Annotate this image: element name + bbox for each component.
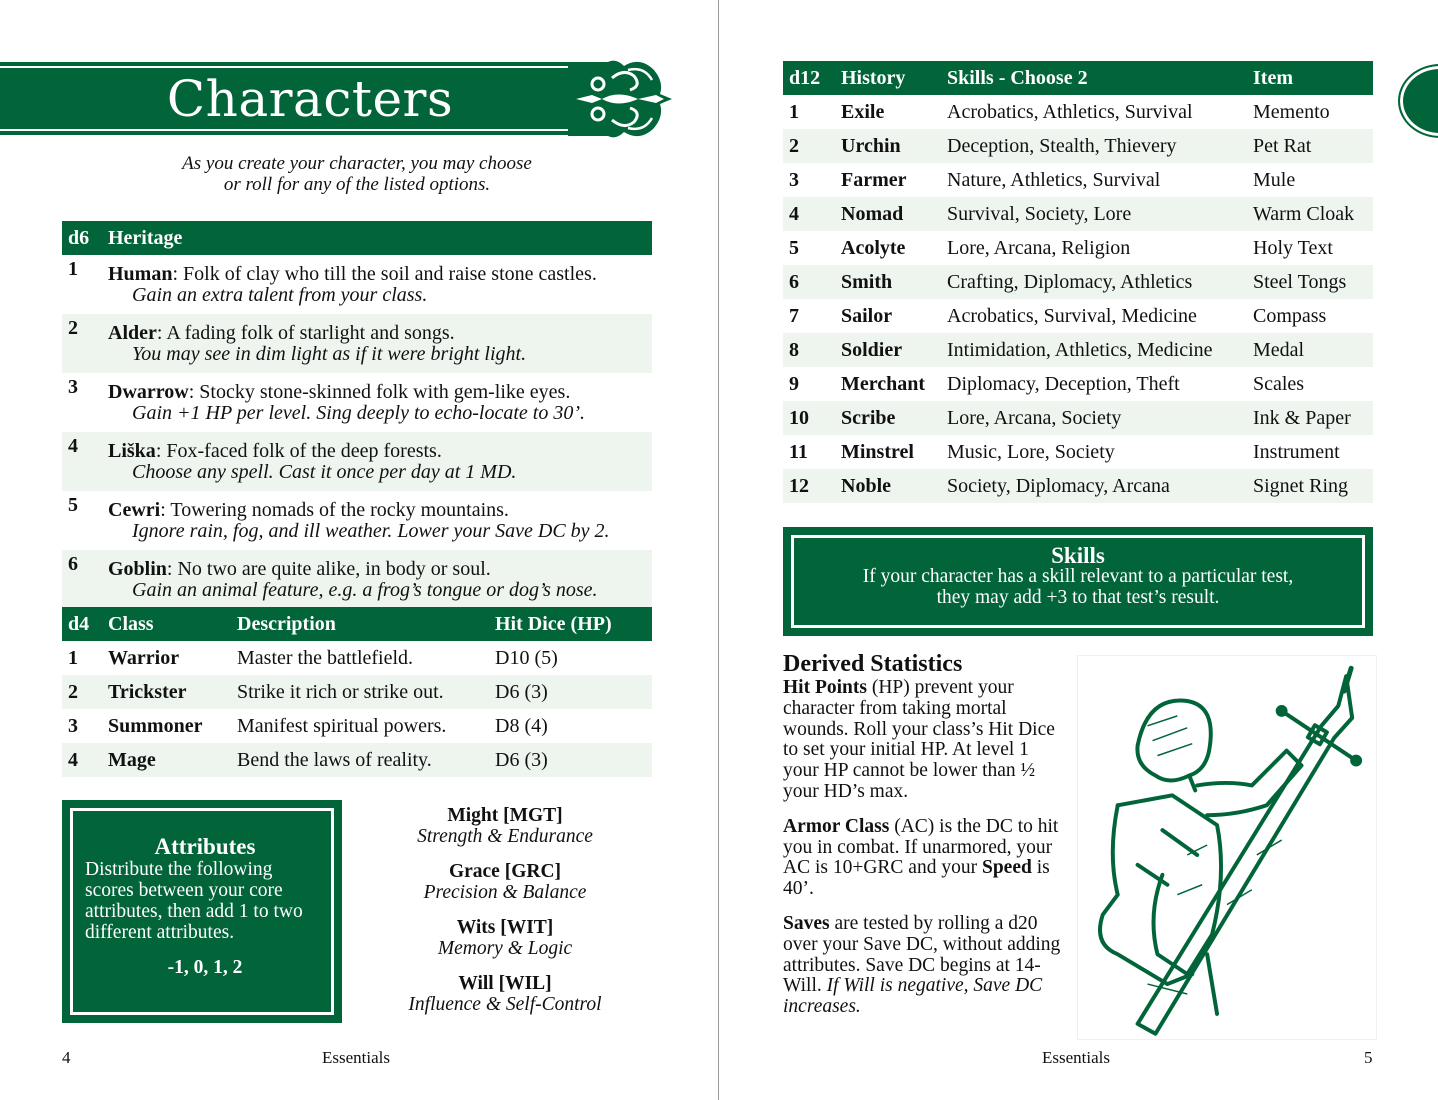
history-name: Urchin xyxy=(835,129,941,163)
history-item: Steel Tongs xyxy=(1247,265,1373,299)
page-number: 4 xyxy=(62,1048,71,1067)
history-name: Exile xyxy=(841,100,885,123)
attributes-box-body: Distribute the following scores between your core attributes, then add 1 to two different attributes. xyxy=(85,859,303,943)
history-skills: Intimidation, Athletics, Medicine xyxy=(941,333,1247,367)
page-title: Characters xyxy=(166,70,454,128)
speed-text: is 40’. xyxy=(783,857,1050,900)
history-skills: Acrobatics, Athletics, Survival xyxy=(947,100,1193,123)
intro-text xyxy=(62,153,652,195)
history-roll: 2 xyxy=(783,129,835,163)
history-col-history: History xyxy=(835,61,941,95)
heritage-cell xyxy=(102,314,652,373)
heritage-line xyxy=(108,441,646,462)
history-item: Compass xyxy=(1253,304,1327,327)
history-item: Signet Ring xyxy=(1247,469,1373,503)
heritage-ability: You may see in dim light as if it were bright light. xyxy=(132,342,527,365)
class-hit-dice: D6 (3) xyxy=(489,675,652,709)
hit-points-paragraph xyxy=(783,678,1068,803)
running-footer: Essentials xyxy=(322,1048,390,1067)
history-roll: 6 xyxy=(783,265,835,299)
history-roll: 10 xyxy=(783,401,835,435)
heritage-name: Dwarrow xyxy=(108,380,189,403)
history-row xyxy=(783,299,1373,333)
heritage-desc: : A fading folk of starlight and songs. xyxy=(156,321,455,344)
hit-points-term: Hit Points xyxy=(783,677,867,698)
heritage-name: Goblin xyxy=(108,557,167,580)
heritage-name: Alder xyxy=(108,321,157,344)
history-item: Warm Cloak xyxy=(1247,197,1373,231)
armor-class-paragraph xyxy=(783,817,1068,900)
armor-class-term: Armor Class xyxy=(783,815,890,837)
attributes-box-title: Attributes xyxy=(154,834,256,859)
heritage-roll: 5 xyxy=(68,494,78,516)
skills-box xyxy=(783,527,1373,636)
history-roll: 12 xyxy=(783,469,835,503)
history-skills: Deception, Stealth, Thievery xyxy=(941,129,1247,163)
armor-class-text: (AC) is the DC to hit you in combat. If unarmored, your AC is 10+GRC and your xyxy=(783,815,1059,879)
class-hit-dice: D8 (4) xyxy=(495,714,548,737)
heritage-row xyxy=(62,432,652,491)
attribute-item xyxy=(380,861,630,903)
class-row xyxy=(62,709,652,743)
derived-statistics xyxy=(783,650,1068,1032)
right-page xyxy=(720,0,1438,1100)
history-row xyxy=(783,231,1373,265)
heritage-line xyxy=(108,264,646,285)
heritage-ability: Gain +1 HP per level. Sing deeply to echo-locate to 30’. xyxy=(132,401,585,424)
heritage-roll: 6 xyxy=(62,550,102,609)
attribute-item xyxy=(380,917,630,959)
heritage-line xyxy=(108,500,646,521)
heritage-roll: 3 xyxy=(68,376,78,398)
history-skills: Survival, Society, Lore xyxy=(941,197,1247,231)
history-item: Holy Text xyxy=(1253,236,1333,259)
history-roll: 7 xyxy=(789,304,799,327)
running-footer: Essentials xyxy=(1042,1048,1110,1067)
heritage-cell xyxy=(102,550,652,609)
history-row xyxy=(783,333,1373,367)
history-name: Merchant xyxy=(841,372,926,395)
heritage-name: Liška xyxy=(108,439,156,462)
class-hit-dice: D10 (5) xyxy=(495,646,558,669)
history-skills: Music, Lore, Society xyxy=(947,440,1115,463)
class-table xyxy=(62,607,652,777)
history-item: Ink & Paper xyxy=(1247,401,1373,435)
saves-note: If Will is negative, Save DC increases. xyxy=(783,975,1043,1018)
attributes-box-scores: -1, 0, 1, 2 xyxy=(167,957,243,978)
attribute-desc: Strength & Endurance xyxy=(417,826,593,847)
history-item: Instrument xyxy=(1253,440,1340,463)
heritage-desc: : Stocky stone-skinned folk with gem-like eyes. xyxy=(188,380,571,403)
class-roll: 1 xyxy=(68,646,78,669)
class-col-description: Description xyxy=(231,607,489,641)
class-description: Manifest spiritual powers. xyxy=(237,714,447,737)
attribute-desc: Influence & Self-Control xyxy=(408,994,602,1015)
history-table xyxy=(783,61,1373,503)
history-skills: Crafting, Diplomacy, Athletics xyxy=(941,265,1247,299)
chapter-tab-marker xyxy=(1398,64,1438,138)
history-roll: 9 xyxy=(789,372,799,395)
history-item: Medal xyxy=(1247,333,1373,367)
class-description: Master the battlefield. xyxy=(237,646,414,669)
history-col-skills: Skills - Choose 2 xyxy=(941,61,1247,95)
class-description: Bend the laws of reality. xyxy=(231,743,489,777)
skills-box-title: Skills xyxy=(1051,543,1105,568)
class-roll: 3 xyxy=(68,714,78,737)
history-name: Soldier xyxy=(835,333,941,367)
class-row xyxy=(62,675,652,709)
intro-line-1: As you create your character, you may choose xyxy=(182,153,532,174)
fleur-de-lis-ornament-icon xyxy=(568,60,672,138)
heritage-ability: Gain an animal feature, e.g. a frog’s tongue or dog’s nose. xyxy=(132,578,598,601)
heritage-line xyxy=(108,382,646,403)
attribute-name: Might [MGT] xyxy=(447,805,563,826)
history-row xyxy=(783,367,1373,401)
attributes-box xyxy=(62,800,342,1023)
history-row xyxy=(783,435,1373,469)
history-skills: Acrobatics, Survival, Medicine xyxy=(947,304,1197,327)
saves-text: are tested by rolling a d20 over your Save DC, without adding attributes. Save DC begins at 14-Will. xyxy=(783,912,1061,997)
history-name: Minstrel xyxy=(841,440,914,463)
history-roll: 8 xyxy=(783,333,835,367)
attribute-item xyxy=(380,973,630,1015)
heritage-row xyxy=(62,373,652,432)
heritage-cell xyxy=(102,255,652,314)
heritage-col-die: d6 xyxy=(62,221,102,255)
class-row xyxy=(62,743,652,777)
class-name: Trickster xyxy=(102,675,231,709)
history-roll: 5 xyxy=(789,236,799,259)
heritage-cell xyxy=(102,373,652,432)
attribute-name: Wits [WIT] xyxy=(456,917,554,938)
derived-statistics-title: Derived Statistics xyxy=(783,651,963,677)
history-name: Smith xyxy=(835,265,941,299)
history-name: Noble xyxy=(835,469,941,503)
heritage-desc: : Folk of clay who till the soil and raise stone castles. xyxy=(172,262,597,285)
heritage-name: Cewri xyxy=(108,498,161,521)
history-skills: Diplomacy, Deception, Theft xyxy=(947,372,1180,395)
heritage-desc: : Towering nomads of the rocky mountains. xyxy=(160,498,509,521)
class-name: Warrior xyxy=(108,646,180,669)
heritage-name: Human xyxy=(108,262,173,285)
history-item: Scales xyxy=(1253,372,1305,395)
heritage-desc: : Fox-faced folk of the deep forests. xyxy=(155,439,442,462)
class-col-die: d4 xyxy=(62,607,102,641)
class-roll: 2 xyxy=(62,675,102,709)
heritage-table xyxy=(62,221,652,609)
intro-line-2: or roll for any of the listed options. xyxy=(223,174,491,195)
heritage-header-row xyxy=(62,221,652,255)
class-name: Summoner xyxy=(108,714,203,737)
history-col-die: d12 xyxy=(783,61,835,95)
history-skills: Nature, Athletics, Survival xyxy=(947,168,1161,191)
history-roll: 11 xyxy=(789,440,808,463)
class-row xyxy=(62,641,652,675)
attribute-list xyxy=(380,805,630,1029)
class-roll: 4 xyxy=(62,743,102,777)
history-row xyxy=(783,163,1373,197)
heritage-roll: 1 xyxy=(68,258,78,280)
saves-term: Saves xyxy=(783,912,830,934)
heritage-col-heritage: Heritage xyxy=(102,221,652,255)
heritage-row xyxy=(62,550,652,609)
history-roll: 4 xyxy=(783,197,835,231)
history-skills: Lore, Arcana, Religion xyxy=(947,236,1131,259)
heritage-ability: Gain an extra talent from your class. xyxy=(132,283,428,306)
armored-swordsman-illustration-icon xyxy=(1077,655,1377,1040)
saves-paragraph xyxy=(783,914,1068,1018)
history-row xyxy=(783,469,1373,503)
heritage-row xyxy=(62,314,652,373)
history-skills: Lore, Arcana, Society xyxy=(941,401,1247,435)
speed-term: Speed xyxy=(981,857,1032,879)
class-col-class: Class xyxy=(102,607,231,641)
heritage-roll: 2 xyxy=(62,314,102,373)
heritage-roll: 4 xyxy=(62,432,102,491)
history-item: Mule xyxy=(1253,168,1296,191)
history-name: Sailor xyxy=(841,304,893,327)
heritage-ability: Ignore rain, fog, and ill weather. Lower your Save DC by 2. xyxy=(132,519,610,542)
history-name: Scribe xyxy=(835,401,941,435)
history-item: Memento xyxy=(1253,100,1330,123)
history-col-item: Item xyxy=(1247,61,1373,95)
heritage-cell xyxy=(102,432,652,491)
history-name: Acolyte xyxy=(841,236,906,259)
skills-box-line-1: If your character has a skill relevant to a particular test, xyxy=(862,566,1294,587)
history-row xyxy=(783,265,1373,299)
history-row xyxy=(783,401,1373,435)
history-skills: Society, Diplomacy, Arcana xyxy=(941,469,1247,503)
history-name: Nomad xyxy=(835,197,941,231)
heritage-cell xyxy=(102,491,652,550)
attribute-desc: Precision & Balance xyxy=(423,882,587,903)
history-name: Farmer xyxy=(841,168,907,191)
class-description: Strike it rich or strike out. xyxy=(231,675,489,709)
history-row xyxy=(783,129,1373,163)
title-banner xyxy=(0,62,580,135)
page-number: 5 xyxy=(1364,1048,1373,1067)
attribute-item xyxy=(380,805,630,847)
class-name: Mage xyxy=(102,743,231,777)
attribute-name: Will [WIL] xyxy=(458,973,552,994)
attribute-desc: Memory & Logic xyxy=(437,938,573,959)
heritage-ability: Choose any spell. Cast it once per day at 1 MD. xyxy=(132,460,517,483)
history-roll: 3 xyxy=(789,168,799,191)
history-row xyxy=(783,197,1373,231)
class-hit-dice: D6 (3) xyxy=(489,743,652,777)
heritage-row xyxy=(62,255,652,314)
heritage-line xyxy=(108,323,646,344)
skills-box-line-2: they may add +3 to that test’s result. xyxy=(936,587,1220,608)
class-col-hit-dice: Hit Dice (HP) xyxy=(489,607,652,641)
history-item: Pet Rat xyxy=(1247,129,1373,163)
class-header-row xyxy=(62,607,652,641)
attribute-name: Grace [GRC] xyxy=(448,861,562,882)
heritage-line xyxy=(108,559,646,580)
history-roll: 1 xyxy=(789,100,799,123)
hit-points-text: (HP) prevent your character from taking mortal wounds. Roll your class’s Hit Dice to set your initial HP. At level 1 your HP cannot be lower than ½ your HD’s max. xyxy=(783,677,1055,802)
heritage-row xyxy=(62,491,652,550)
history-row xyxy=(783,95,1373,129)
heritage-desc: : No two are quite alike, in body or soul. xyxy=(166,557,491,580)
history-header-row xyxy=(783,61,1373,95)
